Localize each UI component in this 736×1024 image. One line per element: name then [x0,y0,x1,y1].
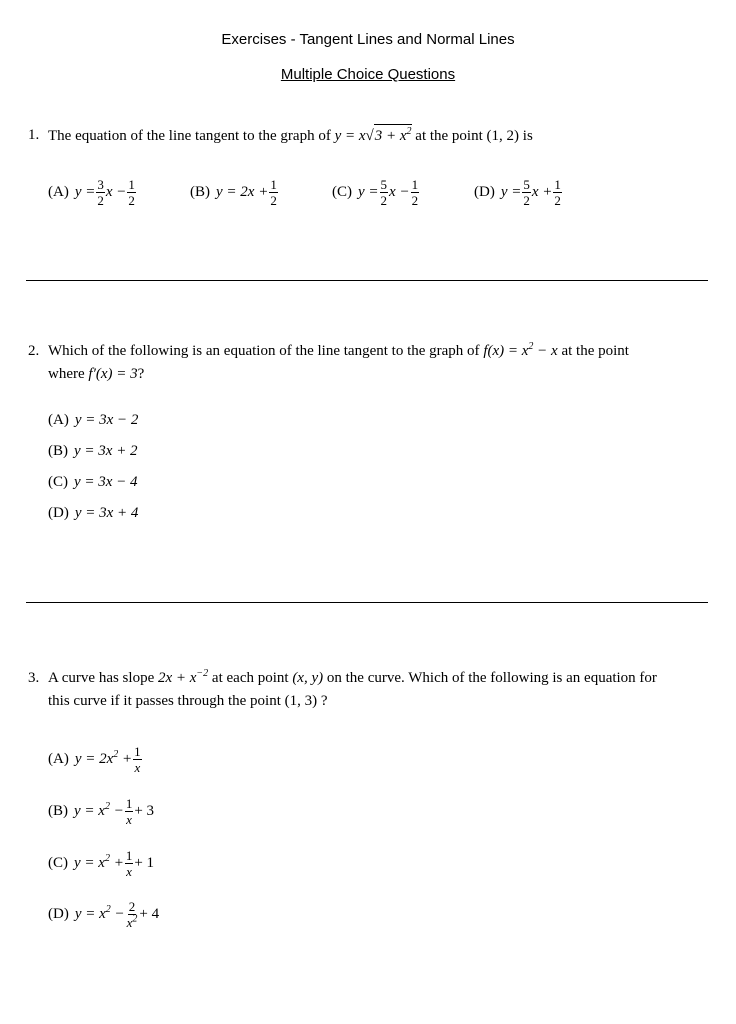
section-divider [26,602,708,603]
exponent: 2 [104,853,110,864]
fraction [96,178,105,207]
numerator: 1 [128,177,135,192]
question-2 [28,340,708,386]
denominator: 2 [523,193,530,208]
math-text: x [126,915,133,930]
operator: − [114,906,125,922]
denominator: 2 [97,193,104,208]
denominator: 2 [554,193,561,208]
exponent: 2 [104,801,110,812]
math-text [74,855,124,872]
numerator: 5 [380,177,388,192]
question-text-part: is [522,128,533,144]
fraction [522,178,531,207]
question-line [48,690,708,713]
page-title: Exercises - Tangent Lines and Normal Lines [221,31,515,48]
question-text-part: ? [320,693,328,709]
option-label: (A) [48,184,69,200]
numerator: 5 [523,177,530,192]
question-text-part: at the point [415,128,483,144]
question-3 [28,667,708,713]
math-text: 2x + x [157,670,197,686]
q2-option-a[interactable] [48,412,138,429]
option-label: (D) [474,184,495,200]
math-text: y = x [334,128,366,144]
q2-option-c[interactable] [48,474,138,491]
numerator: 1 [270,177,277,192]
math-text: f(x) = x [483,343,529,359]
math-expression: (1, 2) [486,128,520,144]
fraction [125,797,134,826]
option-label: (A) [48,751,69,767]
q2-option-b[interactable] [48,443,138,460]
section-divider [26,280,708,281]
page-subtitle: Multiple Choice Questions [280,66,456,83]
denominator: 2 [411,193,419,208]
denominator: x [126,864,132,879]
numerator: 1 [125,796,133,811]
fraction [411,178,420,207]
option-equation: y = 3x + 4 [74,505,139,521]
option-label: (A) [48,412,69,428]
q1-option-a[interactable] [48,178,137,207]
option-label: (B) [48,803,68,819]
q3-option-c[interactable] [48,849,154,878]
question-1 [28,124,708,148]
math-text: y = x [74,803,105,819]
question-number: 2. [28,343,40,359]
denominator: 2 [128,193,135,208]
question-number: 3. [28,670,40,686]
fraction [127,178,136,207]
math-text: + 4 [139,906,160,922]
math-text: y = x [74,906,106,922]
q1-option-b[interactable] [190,178,279,207]
option-label: (C) [48,855,68,871]
denominator: 2 [380,193,388,208]
question-text-part: this curve if it passes through the point [48,693,281,709]
fraction [380,178,389,207]
denominator: x [126,812,132,827]
q2-option-d[interactable] [48,505,138,522]
option-label: (D) [48,505,69,521]
radical-sign: √ [365,128,374,144]
denominator: x [134,760,141,775]
option-label: (B) [48,443,68,459]
option-label: (B) [190,184,210,200]
exponent: 2 [528,341,534,352]
q1-option-c[interactable] [332,178,420,207]
operator: − [113,803,124,819]
math-text [75,751,132,768]
fraction [125,849,134,878]
numerator: 1 [554,177,561,192]
option-equation: y = 3x + 2 [74,443,138,459]
option-label: (D) [48,906,69,922]
numerator: 1 [134,744,141,759]
numerator: 1 [411,177,419,192]
question-line [48,340,708,363]
math-text: y = 2x [74,751,114,767]
math-expression: (1, 3) [284,693,318,709]
numerator: 1 [125,848,133,863]
option-label: (C) [48,474,68,490]
q3-option-b[interactable] [48,797,154,826]
fraction [269,178,278,207]
question-text-part: on the curve. Which of the following is an equation for [326,670,657,686]
option-equation: y = 3x − 2 [74,412,139,428]
question-text-part: ? [137,366,145,382]
question-text-part: at each point [211,670,289,686]
question-number: 1. [28,127,40,143]
fraction [133,745,142,774]
math-text: y = [358,184,379,200]
question-text-part: at the point [561,343,629,359]
math-text: x − [389,184,410,200]
math-text [74,803,124,820]
question-text-part: where [48,366,85,382]
radicand [374,124,412,148]
question-text-part: A curve has slope [48,670,155,686]
math-expression [158,670,208,686]
math-text: 3 + x [374,128,407,144]
math-expression [483,343,557,359]
option-label: (C) [332,184,352,200]
option-equation: y = 3x − 4 [74,474,138,490]
denominator [126,915,139,929]
math-text: y = 2x + [216,184,269,200]
math-expression [335,128,412,144]
math-text: y = [74,184,96,200]
question-text-part: The equation of the line tangent to the graph of [48,128,331,144]
exponent: −2 [196,668,209,679]
fraction [126,900,139,929]
exponent: 2 [406,126,412,137]
q1-option-d[interactable] [474,178,563,207]
math-expression: (x, y) [292,670,324,686]
exponent: 2 [113,749,119,760]
question-text [48,667,708,713]
exponent: 2 [132,913,138,925]
math-text: + 1 [134,855,155,871]
math-text [75,906,125,923]
numerator: 2 [128,899,136,914]
question-line [48,667,708,690]
question-text [48,340,708,386]
math-text: y = x [74,855,105,871]
operator: + [122,751,133,767]
numerator: 3 [97,177,104,192]
math-text: y = [500,184,522,200]
q3-option-a[interactable] [48,745,143,774]
math-expression: f′(x) = 3 [88,366,138,382]
question-text [48,124,708,148]
math-text: + 3 [134,803,155,819]
fraction [553,178,562,207]
math-text: x − [105,184,127,200]
operator: + [113,855,124,871]
denominator: 2 [270,193,277,208]
question-line [48,363,708,386]
math-text: x + [531,184,553,200]
exponent: 2 [105,904,111,915]
math-text: − x [537,343,558,359]
question-text-part: Which of the following is an equation of the line tangent to the graph of [48,343,480,359]
q3-option-d[interactable] [48,900,159,929]
